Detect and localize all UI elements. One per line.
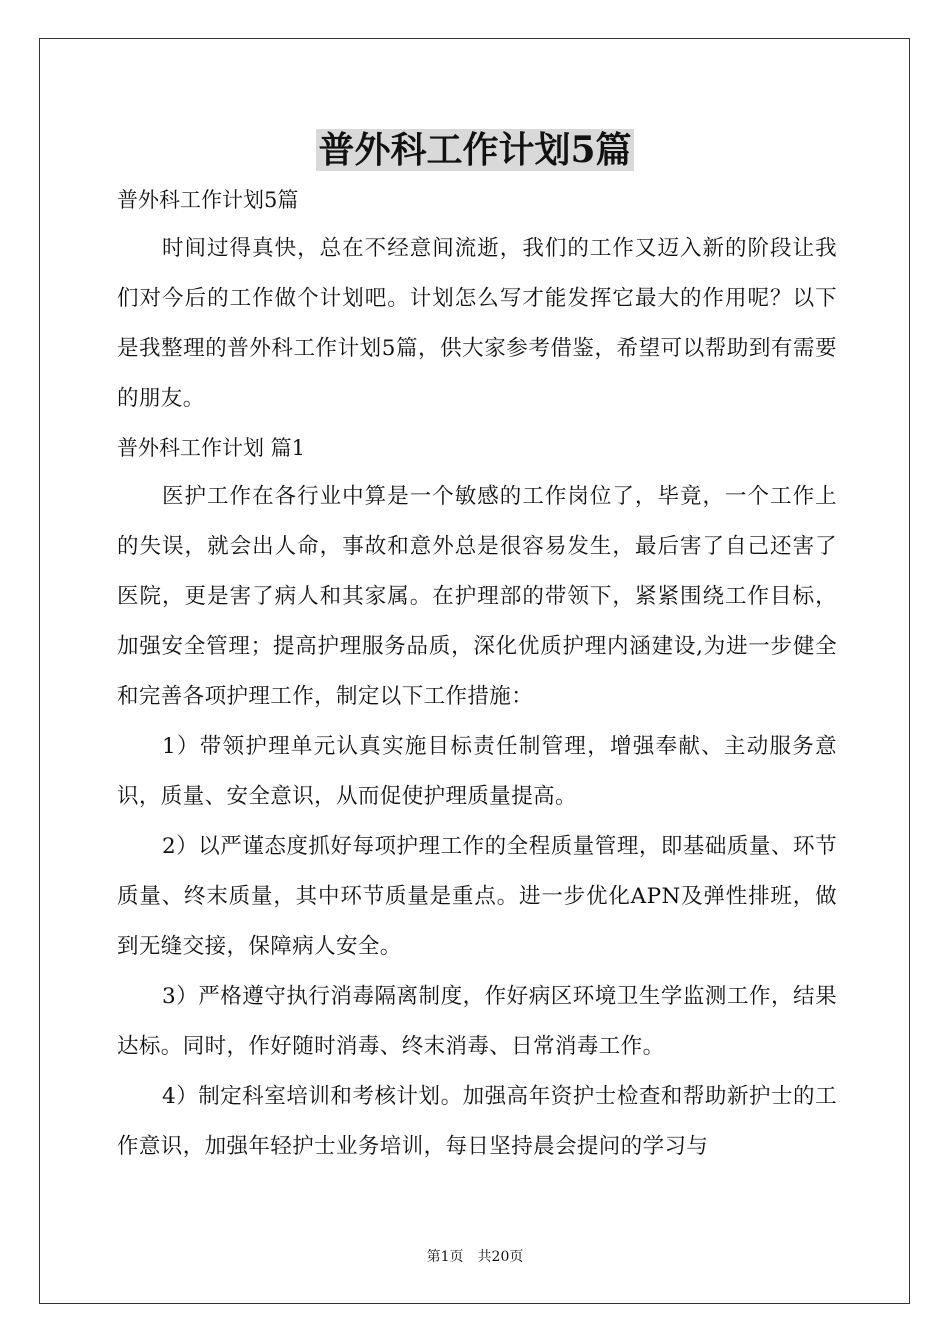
body-paragraph: 2）以严谨态度抓好每项护理工作的全程质量管理，即基础质量、环节质量、终末质量，其中环节质量是重点。进一步优化APN及弹性排班，做到无缝交接，保障病人安全。 xyxy=(117,834,837,959)
body-paragraph: 医护工作在各行业中算是一个敏感的工作岗位了，毕竟，一个工作上的失误，就会出人命，事故和意外总是很容易发生，最后害了自己还害了医院，更是害了病人和其家属。在护理部的带领下，紧紧围绕工作目标，加强安全管理；提高护理服务品质，深化优质护理内涵建设,为进一步健全和完善各项护理工作，制定以下工作措施： xyxy=(117,484,837,709)
page-footer xyxy=(0,1247,950,1267)
section-heading: 普外科工作计划 篇1 xyxy=(117,436,306,460)
document-subtitle: 普外科工作计划5篇 xyxy=(117,188,299,212)
document-body xyxy=(117,176,837,1172)
body-paragraph: 4）制定科室培训和考核计划。加强高年资护士检查和帮助新护士的工作意识，加强年轻护士业务培训，每日坚持晨会提问的学习与 xyxy=(117,1084,837,1159)
body-paragraph: 3）严格遵守执行消毒隔离制度，作好病区环境卫生学监测工作，结果达标。同时，作好随时消毒、终末消毒、日常消毒工作。 xyxy=(117,984,837,1059)
intro-paragraph: 时间过得真快，总在不经意间流逝，我们的工作又迈入新的阶段让我们对今后的工作做个计划吧。计划怎么写才能发挥它最大的作用呢？以下是我整理的普外科工作计划5篇，供大家参考借鉴，希望可以帮助到有需要的朋友。 xyxy=(117,236,837,411)
page-number: 第1页 共20页 xyxy=(426,1249,524,1265)
body-paragraph: 1）带领护理单元认真实施目标责任制管理，增强奉献、主动服务意识，质量、安全意识，从而促使护理质量提高。 xyxy=(117,734,837,809)
document-title xyxy=(0,123,950,177)
document-title-text: 普外科工作计划5篇 xyxy=(318,129,632,171)
